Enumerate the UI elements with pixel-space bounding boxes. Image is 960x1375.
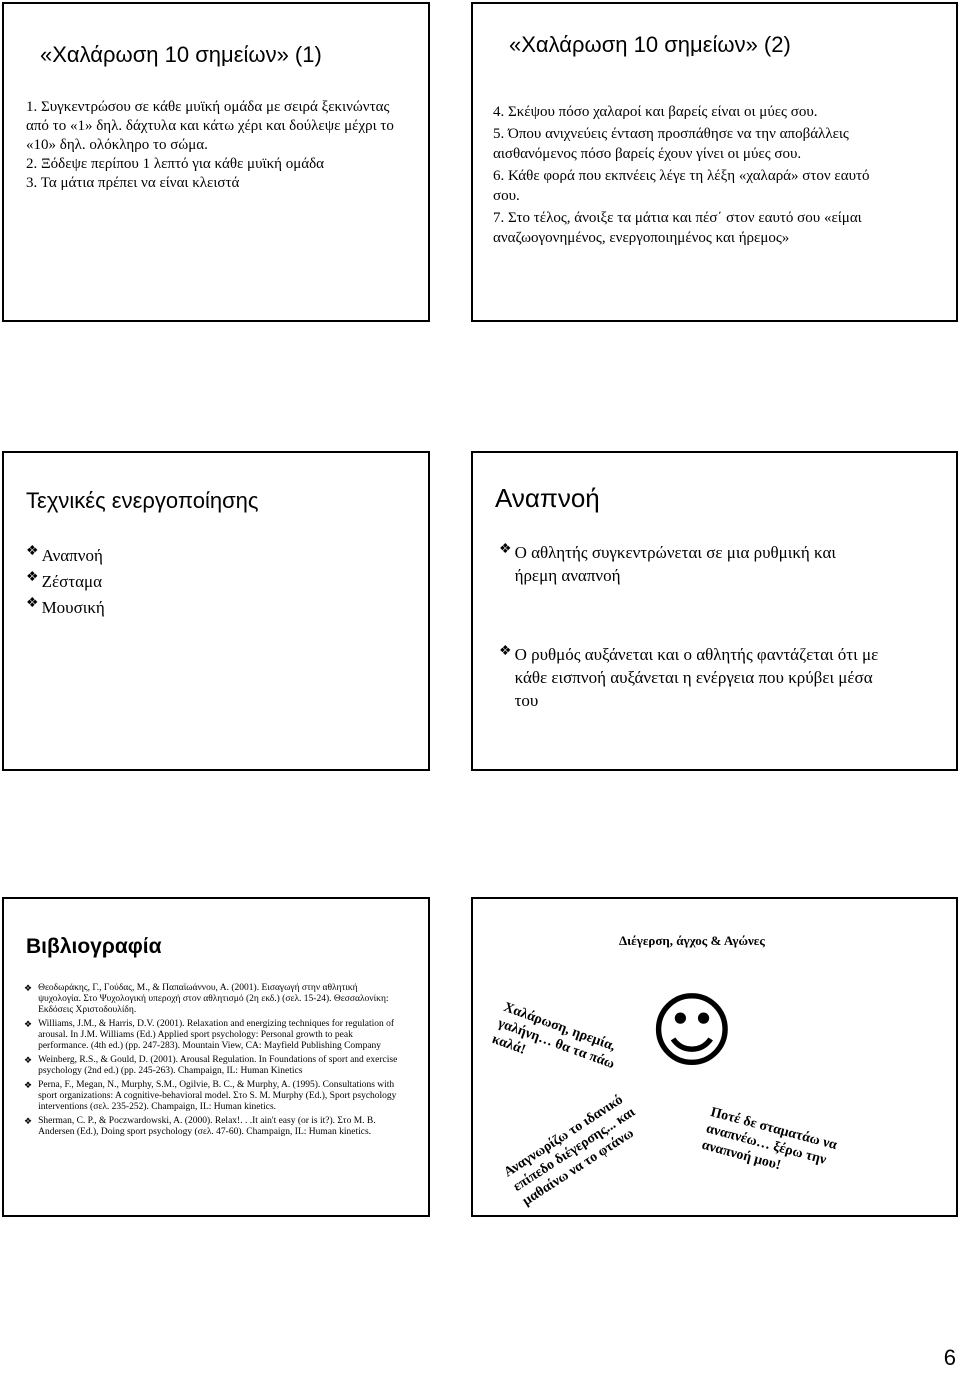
diamond-bullet-icon: ❖ xyxy=(499,542,512,557)
list-item: ❖ Ο αθλητής συγκεντρώνεται σε μια ρυθμική και ήρεμη αναπνοή xyxy=(499,542,836,585)
diamond-bullet-icon: ❖ xyxy=(24,1019,33,1029)
diamond-bullet-icon: ❖ xyxy=(26,544,39,559)
slide-title: «Χαλάρωση 10 σημείων» (2) xyxy=(509,32,791,57)
list-item: ❖ Ζέσταμα xyxy=(26,570,103,591)
list-item: ❖ Williams, J.M., & Harris, D.V. (2001). Relaxation and energizing techniques for regulation of arousal. In J.M. Williams (Ed.) Applied sport psychology: Personal growth to peak performance. (4th ed.) (pp. 247-283). Mountain View, CA: Mayfield Publishing Company xyxy=(24,1019,395,1051)
diamond-bullet-icon: ❖ xyxy=(26,596,39,611)
slide-body xyxy=(26,543,406,621)
quote-note-arousal: Αναγνωρίζω το ιδανικό επίπεδο διέγερσης... και μαθαίνω να το φτάνω xyxy=(501,1092,639,1209)
list-item: 4. Σκέψου πόσο χαλαροί και βαρείς είναι οι μύες σου. xyxy=(493,104,818,120)
page-number: 6 xyxy=(943,1345,956,1370)
list-item: ❖ Ο ρυθμός αυξάνεται και ο αθλητής φαντάζεται ότι με κάθε εισπνοή αυξάνεται η ενέργεια που κρύβει μέσα του xyxy=(499,644,879,710)
slide-title: Βιβλιογραφία xyxy=(26,935,162,958)
list-item: ❖ Θεοδωράκης, Γ., Γούδας, Μ., & Παπαϊωάννου, Α. (2001). Εισαγωγή στην αθλητική ψυχολογία. Στο Ψυχολογική υπεροχή στον αθλητισμό (2η εκδ.) (σελ. 15-24). Θεσσαλονίκη: Εκδόσεις Χριστοδουλίδη. xyxy=(24,983,389,1015)
slide-body xyxy=(24,983,402,1141)
slide-relaxation-1 xyxy=(2,2,430,322)
quote-note-calm: Χαλάρωση, ηρεμία, γαλήνη… θα τα πάω καλά! xyxy=(489,999,618,1073)
list-item: ❖ Perna, F., Megan, N., Murphy, S.M., Ogilvie, B. C., & Murphy, A. (1995). Consultations with sport organizations: A cognitive-behavioral model. Στο S. M. Murphy (Ed.), Sport psychology interventions (σελ. 235-252). Champaign, IL: Human kinetics. xyxy=(24,1080,397,1112)
diamond-bullet-icon: ❖ xyxy=(24,1055,33,1065)
slide-title: «Χαλάρωση 10 σημείων» (1) xyxy=(40,42,322,67)
list-item: ❖ Αναπνοή xyxy=(26,544,103,565)
slide-arousal-anxiety xyxy=(471,897,958,1217)
diamond-bullet-icon: ❖ xyxy=(24,1116,33,1126)
slide-activation-techniques xyxy=(2,451,430,771)
slide-relaxation-2 xyxy=(471,2,958,322)
diamond-bullet-icon: ❖ xyxy=(24,983,33,993)
list-item: 6. Κάθε φορά που εκπνέεις λέγε τη λέξη «χαλαρά» στον εαυτό σου. xyxy=(493,168,870,204)
quote-note-breathing: Ποτέ δε σταματάω να αναπνέω… ξέρω την αναπνοή μου! xyxy=(700,1104,839,1174)
list-item: 5. Όπου ανιχνεύεις ένταση προσπάθησε να την αποβάλλεις αισθανόμενος πόσο βαρείς έχουν γίνει οι μύες σου. xyxy=(493,126,849,162)
diamond-bullet-icon: ❖ xyxy=(24,1080,33,1090)
list-item: 1. Συγκεντρώσου σε κάθε μυϊκή ομάδα με σειρά ξεκινώντας από το «1» δηλ. δάχτυλα και κάτω χέρι και δούλεψε μέχρι το «10» δηλ. ολόκληρο το σώμα. xyxy=(26,99,394,153)
list-item: ❖ Weinberg, R.S., & Gould, D. (2001). Arousal Regulation. In Foundations of sport and exercise psychology (2nd ed.) (pp. 245-263). Champaign, IL: Human Kinetics xyxy=(24,1055,398,1076)
smiley-face-icon: ☺ xyxy=(649,984,735,1079)
slide-bibliography xyxy=(2,897,430,1217)
list-item: 2. Ξόδεψε περίπου 1 λεπτό για κάθε μυϊκή ομάδα xyxy=(26,156,325,172)
slide-body xyxy=(26,98,396,193)
list-item: ❖ Sherman, C. P., & Poczwardowski, A. (2000). Relax!. . .It ain't easy (or is it?). Στο M. B. Andersen (Ed.), Doing sport psychology (σελ. 47-60). Champaign, IL: Human kinetics. xyxy=(24,1116,376,1137)
slide-title: Τεχνικές ενεργοποίησης xyxy=(26,488,259,513)
diamond-bullet-icon: ❖ xyxy=(26,570,39,585)
diamond-bullet-icon: ❖ xyxy=(499,644,512,659)
list-item: ❖ Μουσική xyxy=(26,596,105,617)
slide-title: Αναπνοή xyxy=(495,483,600,513)
slide-title: Διέγερση, άγχος & Αγώνες xyxy=(619,933,765,948)
slide-breathing xyxy=(471,451,958,771)
slide-body xyxy=(499,541,879,712)
slide-body xyxy=(493,102,888,248)
list-item: 7. Στο τέλος, άνοιξε τα μάτια και πέσ΄ στον εαυτό σου «είμαι αναζωογονημένος, ενεργοποιημένος και ήρεμος» xyxy=(493,210,862,246)
list-item: 3. Τα μάτια πρέπει να είναι κλειστά xyxy=(26,175,240,191)
